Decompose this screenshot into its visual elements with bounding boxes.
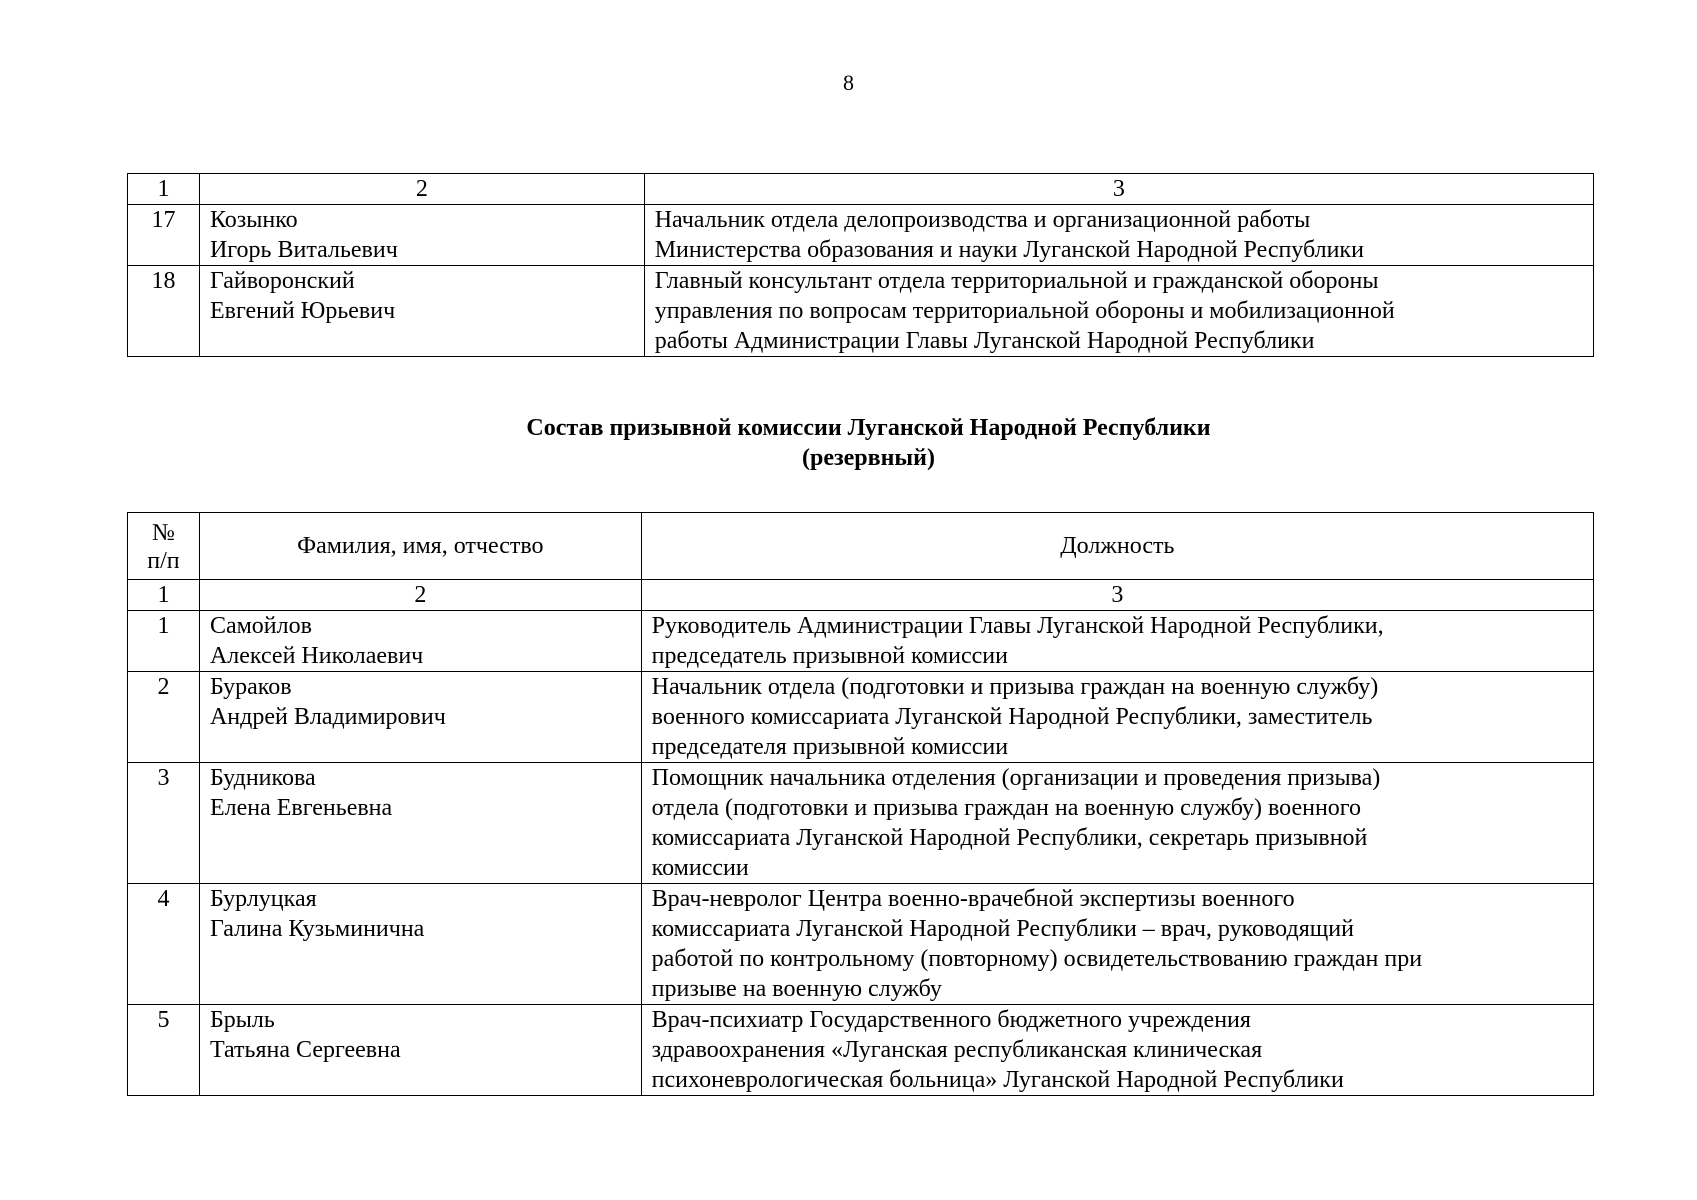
position-line: призыве на военную службу <box>651 976 942 1002</box>
column-number-row <box>128 580 1594 611</box>
row-number: 17 <box>128 205 200 266</box>
header-number-abbr: п/п <box>147 548 180 574</box>
row-number: 5 <box>128 1005 200 1096</box>
position-line: Врач-психиатр Государственного бюджетного учреждения <box>651 1007 1251 1033</box>
column-number-1: 1 <box>128 174 200 205</box>
table-row <box>128 763 1594 884</box>
position-line: председатель призывной комиссии <box>651 643 1008 669</box>
position-line: Начальник отдела делопроизводства и организационной работы <box>654 207 1311 233</box>
position-line: комиссариата Луганской Народной Республики – врач, руководящий <box>651 916 1354 942</box>
header-number-symbol: № <box>152 520 175 546</box>
surname: Брыль <box>209 1007 275 1033</box>
position-line: Главный консультант отдела территориальной и гражданской обороны <box>654 268 1379 294</box>
page-number: 8 <box>843 70 854 95</box>
position-cell <box>641 763 1593 884</box>
given-names: Андрей Владимирович <box>209 704 446 730</box>
position-line: работы Администрации Главы Луганской Народной Республики <box>654 328 1315 354</box>
person-name <box>199 266 644 357</box>
position-line: Начальник отдела (подготовки и призыва граждан на военную службу) <box>651 674 1379 700</box>
table-row <box>128 1005 1594 1096</box>
position-line: психоневрологическая больница» Луганской Народной Республики <box>651 1067 1344 1093</box>
position-cell <box>641 1005 1593 1096</box>
position-cell <box>641 611 1593 672</box>
table-row <box>128 884 1594 1005</box>
surname: Бураков <box>209 674 292 700</box>
header-full-name: Фамилия, имя, отчество <box>199 513 641 580</box>
column-number-2: 2 <box>199 174 644 205</box>
position-line: управления по вопросам территориальной обороны и мобилизационной <box>654 298 1395 324</box>
position-cell <box>641 672 1593 763</box>
given-names: Татьяна Сергеевна <box>209 1037 401 1063</box>
row-number: 3 <box>128 763 200 884</box>
surname: Гайворонский <box>209 268 355 294</box>
row-number: 4 <box>128 884 200 1005</box>
surname: Будникова <box>209 765 316 791</box>
column-number-2: 2 <box>199 580 641 611</box>
section-heading-title: Состав призывной комиссии Луганской Народной Республики <box>526 415 1211 441</box>
table-row <box>128 672 1594 763</box>
surname: Бурлуцкая <box>209 886 317 912</box>
person-name <box>199 205 644 266</box>
column-number-3: 3 <box>641 580 1593 611</box>
commission-table <box>127 512 1594 1096</box>
position-cell <box>644 205 1593 266</box>
surname: Козынко <box>209 207 298 233</box>
position-line: отдела (подготовки и призыва граждан на военную службу) военного <box>651 795 1362 821</box>
row-number: 2 <box>128 672 200 763</box>
position-line: комиссии <box>651 855 749 881</box>
header-number <box>128 513 200 580</box>
table-row <box>128 611 1594 672</box>
person-name <box>199 884 641 1005</box>
column-number-1: 1 <box>128 580 200 611</box>
person-name <box>199 763 641 884</box>
column-number-3: 3 <box>644 174 1593 205</box>
person-name <box>199 672 641 763</box>
position-line: Помощник начальника отделения (организации и проведения призыва) <box>651 765 1381 791</box>
column-number-row <box>128 174 1594 205</box>
given-names: Игорь Витальевич <box>209 237 398 263</box>
position-line: Руководитель Администрации Главы Луганской Народной Республики, <box>651 613 1384 639</box>
given-names: Алексей Николаевич <box>209 643 424 669</box>
continuation-table <box>127 173 1594 357</box>
position-line: председателя призывной комиссии <box>651 734 1009 760</box>
position-line: Министерства образования и науки Луганской Народной Республики <box>654 237 1364 263</box>
table-row <box>128 205 1594 266</box>
position-line: работой по контрольному (повторному) освидетельствованию граждан при <box>651 946 1423 972</box>
given-names: Галина Кузьминична <box>209 916 425 942</box>
position-line: комиссариата Луганской Народной Республики, секретарь призывной <box>651 825 1368 851</box>
surname: Самойлов <box>209 613 312 639</box>
given-names: Елена Евгеньевна <box>209 795 393 821</box>
position-line: военного комиссариата Луганской Народной Республики, заместитель <box>651 704 1373 730</box>
given-names: Евгений Юрьевич <box>209 298 396 324</box>
person-name <box>199 1005 641 1096</box>
section-heading-subtitle: (резервный) <box>802 445 935 471</box>
position-cell <box>641 884 1593 1005</box>
position-line: здравоохранения «Луганская республиканская клиническая <box>651 1037 1263 1063</box>
position-cell <box>644 266 1593 357</box>
person-name <box>199 611 641 672</box>
header-row <box>128 513 1594 580</box>
row-number: 1 <box>128 611 200 672</box>
header-position: Должность <box>641 513 1593 580</box>
row-number: 18 <box>128 266 200 357</box>
section-heading <box>0 413 1697 473</box>
position-line: Врач-невролог Центра военно-врачебной экспертизы военного <box>651 886 1295 912</box>
table-row <box>128 266 1594 357</box>
